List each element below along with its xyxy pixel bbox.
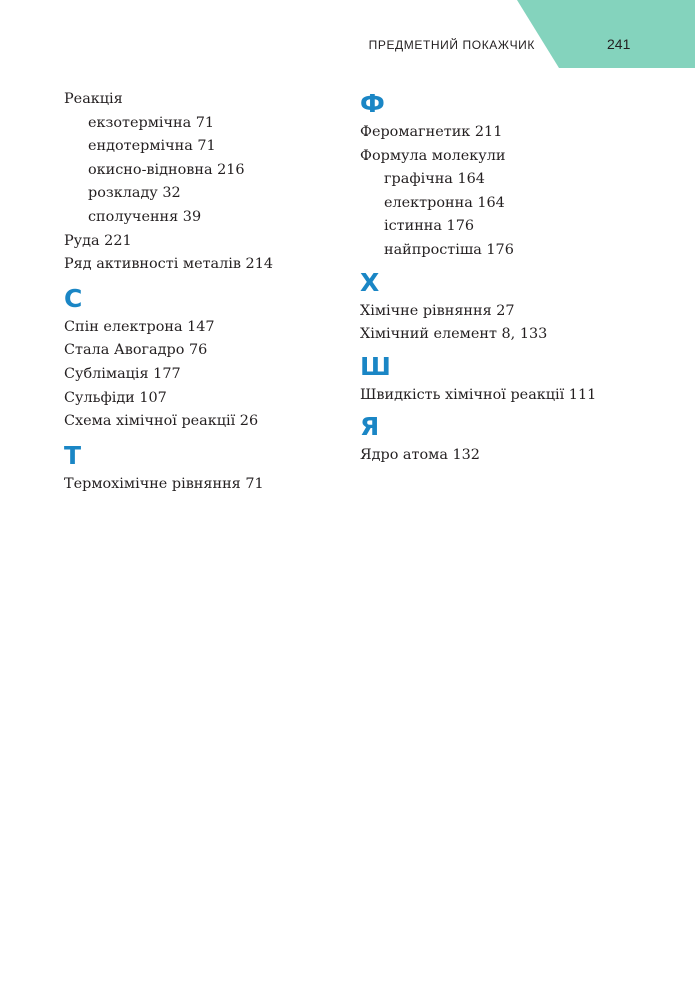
letter-heading: Я bbox=[360, 412, 380, 442]
index-entry: Хімічне рівняння 27 bbox=[360, 302, 515, 319]
index-entry: Спін електрона 147 bbox=[64, 318, 215, 335]
index-entry: Руда 221 bbox=[64, 232, 132, 249]
index-entry: Формула молекули bbox=[360, 147, 506, 164]
index-entry: Термохімічне рівняння 71 bbox=[64, 475, 264, 492]
index-entry: Реакція bbox=[64, 91, 123, 107]
index-entry: Ядро атома 132 bbox=[360, 447, 480, 464]
letter-group bbox=[360, 87, 670, 263]
index-subentry: розкладу 32 bbox=[88, 185, 181, 202]
header-color-band bbox=[517, 0, 695, 68]
letter-group bbox=[64, 282, 374, 434]
letter-heading: Х bbox=[360, 267, 380, 297]
index-entry: Швидкість хімічної реакції 111 bbox=[360, 386, 597, 403]
index-column-right bbox=[360, 84, 670, 468]
index-entry: Сублімація 177 bbox=[64, 365, 181, 382]
index-entry: Хімічний елемент 8, 133 bbox=[360, 326, 548, 343]
letter-group bbox=[360, 350, 670, 408]
index-subentry: ендотермічна 71 bbox=[88, 138, 216, 155]
letter-heading: Ш bbox=[360, 351, 391, 381]
letter-heading: Т bbox=[64, 440, 82, 470]
index-column-left bbox=[64, 84, 374, 496]
index-subentry: найпростіша 176 bbox=[384, 241, 514, 258]
index-entry: Схема хімічної реакції 26 bbox=[64, 413, 259, 430]
section-title: ПРЕДМЕТНИЙ ПОКАЖЧИК bbox=[368, 38, 535, 52]
index-subentry: окисно-відновна 216 bbox=[88, 161, 245, 178]
letter-group bbox=[360, 410, 670, 468]
page-header bbox=[0, 0, 695, 68]
index-subentry: електронна 164 bbox=[384, 194, 505, 211]
letter-heading: С bbox=[64, 283, 83, 313]
letter-group bbox=[360, 266, 670, 347]
page-number: 241 bbox=[607, 36, 631, 52]
index-subentry: екзотермічна 71 bbox=[88, 114, 215, 131]
index-entry: Феромагнетик 211 bbox=[360, 124, 503, 140]
index-entry: Стала Авогадро 76 bbox=[64, 342, 208, 359]
index-subentry: сполучення 39 bbox=[88, 208, 202, 225]
letter-group bbox=[64, 439, 374, 497]
index-subentry: істинна 176 bbox=[384, 218, 475, 235]
letter-group bbox=[64, 88, 374, 277]
index-entry: Ряд активності металів 214 bbox=[64, 256, 274, 273]
index-entry: Сульфіди 107 bbox=[64, 389, 167, 406]
letter-heading: Ф bbox=[360, 89, 385, 118]
index-subentry: графічна 164 bbox=[384, 171, 485, 188]
